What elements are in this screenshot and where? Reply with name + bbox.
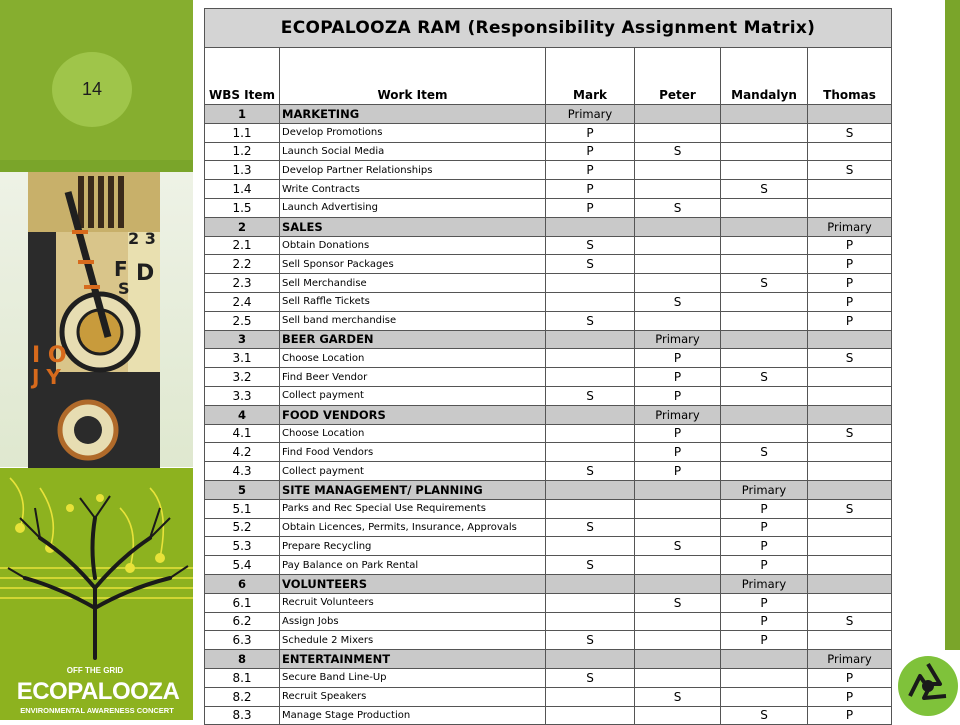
mandalyn-cell: P [721,518,808,537]
thomas-cell [808,142,892,161]
table-row [205,687,892,706]
mark-cell: P [546,123,635,142]
peter-cell: S [635,537,721,556]
wbs-item-cell: 6.1 [205,593,280,612]
mandalyn-cell [721,292,808,311]
wbs-item-cell: 2.2 [205,255,280,274]
mark-cell: S [546,236,635,255]
table-row [205,593,892,612]
thomas-cell [808,480,892,499]
wbs-item-cell: 1.4 [205,180,280,199]
wbs-item-cell: 2.1 [205,236,280,255]
peter-cell: Primary [635,405,721,424]
mandalyn-cell [721,142,808,161]
work-item-cell: Choose Location [280,349,546,368]
wbs-item-cell: 5.1 [205,499,280,518]
wbs-item-cell: 4 [205,405,280,424]
work-item-cell: Launch Social Media [280,142,546,161]
wbs-item-cell: 3.2 [205,368,280,387]
work-item-cell: Collect payment [280,462,546,481]
mandalyn-cell [721,405,808,424]
mark-cell [546,405,635,424]
peter-cell [635,480,721,499]
thomas-cell: P [808,274,892,293]
mark-cell [546,593,635,612]
table-row [205,292,892,311]
thomas-cell: S [808,349,892,368]
svg-text:I O: I O [32,343,67,368]
mark-cell: S [546,462,635,481]
peter-cell [635,217,721,236]
ram-matrix-body [205,9,892,725]
table-row [205,142,892,161]
table-row [205,518,892,537]
mark-cell: S [546,311,635,330]
mark-cell [546,424,635,443]
wbs-item-cell: 5.4 [205,556,280,575]
mark-cell: S [546,631,635,650]
peter-cell: P [635,443,721,462]
mark-cell [546,612,635,631]
thomas-cell [808,462,892,481]
work-item-cell: Sell band merchandise [280,311,546,330]
mark-cell [546,650,635,669]
table-row [205,180,892,199]
page-number: 14 [52,52,132,127]
work-item-cell: ENTERTAINMENT [280,650,546,669]
work-item-cell: Pay Balance on Park Rental [280,556,546,575]
mark-cell [546,368,635,387]
peter-cell: P [635,368,721,387]
table-row [205,236,892,255]
wbs-item-cell: 5.3 [205,537,280,556]
mandalyn-cell [721,687,808,706]
wbs-item-cell: 4.1 [205,424,280,443]
peter-cell [635,499,721,518]
mandalyn-cell [721,330,808,349]
table-row [205,198,892,217]
wbs-item-cell: 3.1 [205,349,280,368]
mark-cell [546,706,635,725]
svg-text:F: F [114,257,128,281]
mark-cell [546,499,635,518]
mandalyn-cell: S [721,368,808,387]
work-item-cell: Obtain Licences, Permits, Insurance, Approvals [280,518,546,537]
table-row [205,499,892,518]
mandalyn-cell [721,123,808,142]
peter-cell [635,706,721,725]
mark-cell: S [546,518,635,537]
work-item-cell: Parks and Rec Special Use Requirements [280,499,546,518]
work-item-cell: Assign Jobs [280,612,546,631]
thomas-cell: P [808,236,892,255]
mark-cell [546,480,635,499]
peter-cell [635,311,721,330]
peter-cell [635,105,721,124]
table-row [205,255,892,274]
work-item-cell: MARKETING [280,105,546,124]
thomas-cell: P [808,311,892,330]
mark-cell: S [546,386,635,405]
work-item-cell: BEER GARDEN [280,330,546,349]
thomas-cell: Primary [808,217,892,236]
table-row [205,668,892,687]
table-row [205,556,892,575]
mandalyn-cell [721,311,808,330]
mark-cell: S [546,556,635,575]
category-row [205,330,892,349]
thomas-cell: P [808,255,892,274]
thomas-cell: Primary [808,650,892,669]
mandalyn-cell: P [721,593,808,612]
thomas-cell: S [808,612,892,631]
work-item-cell: Secure Band Line-Up [280,668,546,687]
mandalyn-cell: P [721,612,808,631]
mark-cell [546,330,635,349]
mandalyn-cell [721,650,808,669]
header-work-item: Work Item [280,48,546,105]
poster-top-text: OFF THE GRID [66,666,124,675]
mark-cell [546,217,635,236]
peter-cell: S [635,593,721,612]
tree-illustration [0,468,193,668]
thomas-cell [808,593,892,612]
mandalyn-cell: Primary [721,574,808,593]
work-item-cell: Sell Merchandise [280,274,546,293]
wbs-item-cell: 2.5 [205,311,280,330]
thomas-cell: P [808,706,892,725]
poster-brand: ECOPALOOZA [16,678,180,705]
mandalyn-cell: P [721,631,808,650]
thomas-cell [808,537,892,556]
mark-cell [546,537,635,556]
wbs-item-cell: 1.2 [205,142,280,161]
wbs-item-cell: 8.2 [205,687,280,706]
peter-cell: P [635,386,721,405]
wbs-item-cell: 1.1 [205,123,280,142]
mandalyn-cell [721,236,808,255]
poster-subtitle: ENVIRONMENTAL AWARENESS CONCERT [20,706,174,715]
work-item-cell: Find Food Vendors [280,443,546,462]
work-item-cell: Develop Promotions [280,123,546,142]
wbs-item-cell: 5 [205,480,280,499]
table-row [205,631,892,650]
header-mandalyn: Mandalyn [721,48,808,105]
work-item-cell: Write Contracts [280,180,546,199]
thomas-cell: S [808,161,892,180]
mark-cell: Primary [546,105,635,124]
category-row [205,650,892,669]
mark-cell: P [546,198,635,217]
work-item-cell: Prepare Recycling [280,537,546,556]
recycle-icon [894,650,960,720]
mark-cell: S [546,255,635,274]
table-row [205,349,892,368]
mandalyn-cell: P [721,499,808,518]
mandalyn-cell [721,424,808,443]
category-row [205,405,892,424]
mandalyn-cell [721,217,808,236]
wbs-item-cell: 1.3 [205,161,280,180]
work-item-cell: Obtain Donations [280,236,546,255]
mandalyn-cell [721,386,808,405]
peter-cell [635,574,721,593]
svg-text:S: S [118,279,130,298]
peter-cell [635,180,721,199]
thomas-cell [808,330,892,349]
thomas-cell: S [808,499,892,518]
wbs-item-cell: 4.2 [205,443,280,462]
mandalyn-cell [721,198,808,217]
mandalyn-cell [721,161,808,180]
mandalyn-cell: P [721,537,808,556]
mandalyn-cell: S [721,180,808,199]
peter-cell [635,518,721,537]
thomas-cell: P [808,668,892,687]
mandalyn-cell: S [721,274,808,293]
table-row [205,612,892,631]
wbs-item-cell: 1 [205,105,280,124]
mark-cell: P [546,142,635,161]
table-row [205,274,892,293]
table-row [205,368,892,387]
work-item-cell: Manage Stage Production [280,706,546,725]
header-peter: Peter [635,48,721,105]
left-decor-strip [0,0,193,720]
category-row [205,574,892,593]
mark-cell [546,687,635,706]
thomas-cell [808,180,892,199]
table-row [205,161,892,180]
mandalyn-cell: S [721,706,808,725]
thomas-cell: P [808,292,892,311]
work-item-cell: Launch Advertising [280,198,546,217]
peter-cell: Primary [635,330,721,349]
peter-cell [635,631,721,650]
work-item-cell: Choose Location [280,424,546,443]
table-title-row [205,9,892,48]
peter-cell [635,161,721,180]
wbs-item-cell: 4.3 [205,462,280,481]
peter-cell: P [635,349,721,368]
mark-cell [546,349,635,368]
thomas-cell [808,405,892,424]
thomas-cell: S [808,123,892,142]
wbs-item-cell: 3.3 [205,386,280,405]
mark-cell [546,443,635,462]
work-item-cell: FOOD VENDORS [280,405,546,424]
thomas-cell [808,631,892,650]
category-row [205,480,892,499]
table-row [205,706,892,725]
table-row [205,386,892,405]
work-item-cell: Schedule 2 Mixers [280,631,546,650]
wbs-item-cell: 8.3 [205,706,280,725]
thomas-cell [808,198,892,217]
thomas-cell [808,386,892,405]
peter-cell [635,123,721,142]
banjo-illustration [28,172,160,468]
work-item-cell: Sell Raffle Tickets [280,292,546,311]
peter-cell [635,612,721,631]
mandalyn-cell: S [721,443,808,462]
thomas-cell [808,574,892,593]
thomas-cell: S [808,424,892,443]
mark-cell [546,574,635,593]
category-row [205,105,892,124]
svg-text:J Y: J Y [32,365,61,389]
table-row [205,311,892,330]
thomas-cell [808,443,892,462]
mandalyn-cell [721,668,808,687]
peter-cell: S [635,198,721,217]
table-row [205,424,892,443]
work-item-cell: Recruit Speakers [280,687,546,706]
work-item-cell: VOLUNTEERS [280,574,546,593]
mandalyn-cell [721,462,808,481]
peter-cell: P [635,424,721,443]
work-item-cell: Develop Partner Relationships [280,161,546,180]
table-row [205,462,892,481]
table-row [205,123,892,142]
work-item-cell: Sell Sponsor Packages [280,255,546,274]
mandalyn-cell [721,349,808,368]
mark-cell: P [546,161,635,180]
ram-matrix-table [204,8,892,725]
peter-cell [635,236,721,255]
svg-text:D: D [136,261,155,286]
wbs-item-cell: 3 [205,330,280,349]
peter-cell: P [635,462,721,481]
wbs-item-cell: 2 [205,217,280,236]
wbs-item-cell: 6.2 [205,612,280,631]
peter-cell: S [635,292,721,311]
thomas-cell [808,105,892,124]
wbs-item-cell: 6 [205,574,280,593]
peter-cell [635,556,721,575]
work-item-cell: SALES [280,217,546,236]
wbs-item-cell: 2.3 [205,274,280,293]
work-item-cell: SITE MANAGEMENT/ PLANNING [280,480,546,499]
wbs-item-cell: 6.3 [205,631,280,650]
peter-cell [635,255,721,274]
thomas-cell [808,368,892,387]
wbs-item-cell: 2.4 [205,292,280,311]
work-item-cell: Collect payment [280,386,546,405]
header-thomas: Thomas [808,48,892,105]
table-row [205,537,892,556]
mark-cell [546,274,635,293]
thomas-cell: P [808,687,892,706]
mandalyn-cell [721,255,808,274]
mark-cell: P [546,180,635,199]
table-title: ECOPALOOZA RAM (Responsibility Assignment Matrix) [205,9,892,48]
right-green-bar [945,0,960,650]
header-mark: Mark [546,48,635,105]
thomas-cell [808,556,892,575]
peter-cell [635,274,721,293]
mandalyn-cell [721,105,808,124]
svg-text:2 3: 2 3 [128,229,156,248]
thomas-cell [808,518,892,537]
mandalyn-cell: P [721,556,808,575]
wbs-item-cell: 1.5 [205,198,280,217]
peter-cell [635,668,721,687]
peter-cell [635,650,721,669]
wbs-item-cell: 5.2 [205,518,280,537]
work-item-cell: Find Beer Vendor [280,368,546,387]
peter-cell: S [635,142,721,161]
header-wbs-item: WBS Item [205,48,280,105]
work-item-cell: Recruit Volunteers [280,593,546,612]
category-row [205,217,892,236]
peter-cell: S [635,687,721,706]
table-header-row [205,48,892,105]
mark-cell [546,292,635,311]
wbs-item-cell: 8 [205,650,280,669]
table-row [205,443,892,462]
wbs-item-cell: 8.1 [205,668,280,687]
mandalyn-cell: Primary [721,480,808,499]
mark-cell: S [546,668,635,687]
